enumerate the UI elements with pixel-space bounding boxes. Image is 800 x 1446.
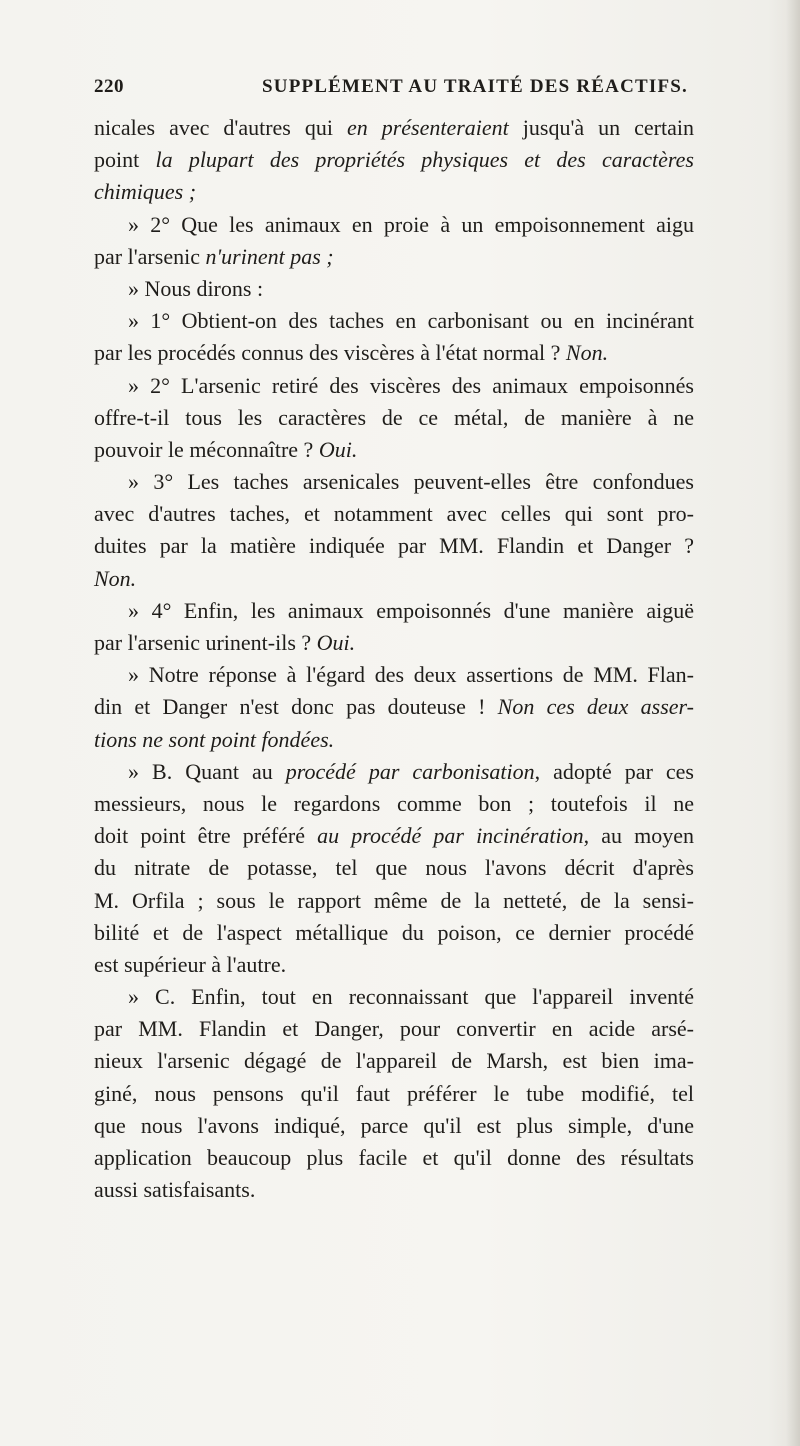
text-line <box>94 434 694 466</box>
text-line <box>94 530 694 562</box>
text-segment: doit point être préféré <box>94 823 318 849</box>
text-line <box>94 981 694 1013</box>
italic-text: Non ces deux asser- <box>497 694 694 720</box>
text-segment: par MM. Flandin et Danger, pour convertir en acide arsé- <box>94 1016 694 1042</box>
text-segment: M. Orfila ; sous le rapport même de la netteté, de la sensi- <box>94 887 694 913</box>
text-segment: » 3° Les taches arsenicales peuvent-elles être confondues <box>128 469 694 495</box>
text-line <box>94 1078 694 1110</box>
text-segment: » Notre réponse à l'égard des deux assertions de MM. Flan- <box>128 662 694 688</box>
text-segment: messieurs, nous le regardons comme bon ; toutefois il ne <box>94 790 694 816</box>
text-segment: du nitrate de potasse, tel que nous l'avons décrit d'après <box>94 855 694 881</box>
text-segment: bilité et de l'aspect métallique du poison, ce dernier procédé <box>94 919 694 945</box>
text-segment: giné, nous pensons qu'il faut préférer le tube modifié, tel <box>94 1080 694 1106</box>
text-segment: est supérieur à l'autre. <box>94 951 287 977</box>
text-segment: offre-t-il tous les caractères de ce métal, de manière à ne <box>94 404 694 430</box>
text-line <box>94 659 694 691</box>
text-line <box>94 917 694 949</box>
text-line <box>94 885 694 917</box>
text-line <box>94 112 694 144</box>
italic-text: Non. <box>565 340 609 366</box>
text-segment: nicales avec d'autres qui <box>94 115 347 140</box>
text-segment: » 4° Enfin, les animaux empoisonnés d'une manière aiguë <box>128 597 694 623</box>
text-line <box>94 305 694 337</box>
text-segment: » Nous dirons : <box>128 275 264 301</box>
text-line <box>94 949 694 981</box>
text-line <box>94 1174 694 1206</box>
page-edge-shadow <box>786 0 800 1446</box>
text-segment: » 1° Obtient-on des taches en carbonisant ou en incinérant <box>128 308 694 334</box>
text-line <box>94 788 694 820</box>
text-segment: aussi satisfaisants. <box>94 1177 256 1203</box>
text-segment: » B. Quant au <box>128 758 286 784</box>
italic-text: chimiques ; <box>94 179 197 205</box>
text-line <box>94 1142 694 1174</box>
italic-text: en présenteraient <box>346 115 509 140</box>
text-segment: , au moyen <box>583 823 694 849</box>
text-line <box>94 241 694 273</box>
italic-text: la plupart des propriétés physiques et des caractères <box>155 147 694 173</box>
text-line <box>94 498 694 530</box>
text-line <box>94 691 694 723</box>
italic-text: Oui. <box>318 436 358 462</box>
text-line <box>94 370 694 402</box>
text-segment: que nous l'avons indiqué, parce qu'il est plus simple, d'une <box>94 1112 694 1138</box>
italic-text: tions ne sont point fondées. <box>94 726 335 752</box>
text-segment: din et Danger n'est donc pas douteuse ! <box>94 694 498 720</box>
body-text <box>94 112 694 1206</box>
text-line <box>94 1045 694 1077</box>
text-segment: » C. Enfin, tout en reconnaissant que l'appareil inventé <box>128 984 694 1010</box>
text-line <box>94 209 694 241</box>
text-line <box>94 852 694 884</box>
text-line <box>94 466 694 498</box>
italic-text: Oui. <box>316 630 356 655</box>
text-line <box>94 176 694 208</box>
italic-text: procédé par carbonisation <box>285 758 535 784</box>
italic-text: au procédé par incinération <box>317 823 584 849</box>
text-line <box>94 627 694 659</box>
text-segment: avec d'autres taches, et notamment avec celles qui sont pro- <box>94 501 694 527</box>
text-line <box>94 402 694 434</box>
text-segment: par l'arsenic <box>94 243 206 269</box>
italic-text: Non. <box>94 565 137 591</box>
text-line <box>94 144 694 176</box>
text-segment: nieux l'arsenic dégagé de l'appareil de Marsh, est bien ima- <box>94 1048 694 1074</box>
text-line <box>94 756 694 788</box>
text-line <box>94 1110 694 1142</box>
text-segment: jusqu'à un certain <box>508 115 694 140</box>
text-line <box>94 1013 694 1045</box>
text-segment: par les procédés connus des viscères à l'état normal ? <box>94 340 566 366</box>
text-segment: pouvoir le méconnaître ? <box>94 436 319 462</box>
text-line <box>94 337 694 369</box>
text-line <box>94 724 694 756</box>
text-segment: application beaucoup plus facile et qu'il donne des résultats <box>94 1145 694 1170</box>
page-number: 220 <box>94 76 124 97</box>
text-segment: , adopté par ces <box>534 758 694 784</box>
text-line <box>94 273 694 305</box>
running-header <box>94 76 688 98</box>
running-title: SUPPLÉMENT AU TRAITÉ DES RÉACTIFS. <box>262 76 688 97</box>
italic-text: n'urinent pas ; <box>205 243 334 269</box>
text-line <box>94 563 694 595</box>
text-segment: par l'arsenic urinent-ils ? <box>94 630 317 655</box>
text-line <box>94 595 694 627</box>
text-segment: » 2° L'arsenic retiré des viscères des animaux empoisonnés <box>128 372 694 398</box>
text-line <box>94 820 694 852</box>
text-segment: » 2° Que les animaux en proie à un empoisonnement aigu <box>128 211 694 237</box>
text-segment: point <box>94 147 156 173</box>
text-segment: duites par la matière indiquée par MM. Flandin et Danger ? <box>94 533 694 559</box>
